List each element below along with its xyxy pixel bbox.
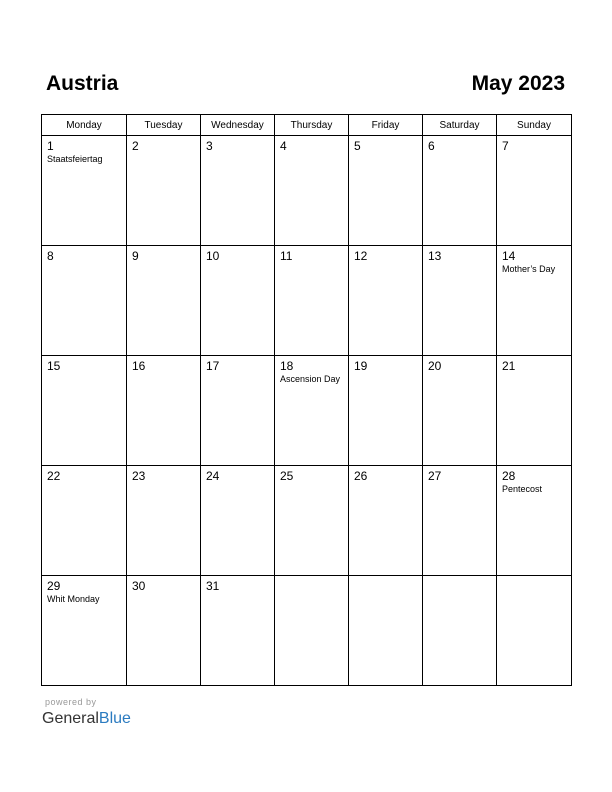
- day-number: 22: [47, 469, 61, 483]
- day-number: 23: [132, 469, 146, 483]
- day-cell: [423, 576, 497, 686]
- day-number: 1: [47, 139, 54, 153]
- brand-blue-text: Blue: [98, 710, 131, 727]
- day-number: 31: [206, 579, 220, 593]
- day-number: 21: [502, 359, 516, 373]
- powered-by-label: powered by: [45, 697, 97, 707]
- day-cell: [201, 356, 275, 466]
- calendar-grid: [41, 114, 572, 686]
- holiday-label: Mother’s Day: [502, 264, 556, 274]
- holiday-label: Whit Monday: [47, 594, 100, 604]
- day-number: 19: [354, 359, 368, 373]
- day-number: 3: [206, 139, 213, 153]
- day-number: 6: [428, 139, 435, 153]
- day-number: 17: [206, 359, 220, 373]
- day-number: 15: [47, 359, 61, 373]
- day-cell: [275, 356, 349, 466]
- weekday-header-saturday: Saturday: [423, 115, 497, 136]
- day-number: 13: [428, 249, 442, 263]
- day-cell: [497, 576, 572, 686]
- weekday-header-friday: Friday: [349, 115, 423, 136]
- weekday-header-tuesday: Tuesday: [127, 115, 201, 136]
- day-number: 24: [206, 469, 220, 483]
- day-cell: [42, 136, 127, 246]
- month-year-title: May 2023: [471, 72, 565, 95]
- brand-logo: [42, 709, 131, 729]
- day-cell: [201, 466, 275, 576]
- day-cell: [497, 136, 572, 246]
- day-number: 16: [132, 359, 146, 373]
- day-cell: [201, 136, 275, 246]
- brand-general-text: General: [42, 710, 99, 727]
- day-cell: [275, 246, 349, 356]
- day-number: 2: [132, 139, 139, 153]
- holiday-label: Ascension Day: [280, 374, 341, 384]
- weekday-header-row: [42, 115, 572, 136]
- day-cell: [497, 246, 572, 356]
- day-cell: [349, 246, 423, 356]
- day-cell: [349, 356, 423, 466]
- weekday-header-sunday: Sunday: [497, 115, 572, 136]
- day-cell: [127, 136, 201, 246]
- day-number: 18: [280, 359, 294, 373]
- week-row-5: [42, 576, 572, 686]
- day-cell: [423, 466, 497, 576]
- day-cell: [201, 246, 275, 356]
- day-cell: [127, 356, 201, 466]
- weekday-header-monday: Monday: [42, 115, 127, 136]
- weekday-header-thursday: Thursday: [275, 115, 349, 136]
- day-number: 11: [280, 249, 293, 263]
- day-cell: [42, 576, 127, 686]
- week-row-2: [42, 246, 572, 356]
- day-number: 8: [47, 249, 54, 263]
- day-cell: [497, 356, 572, 466]
- day-cell: [497, 466, 572, 576]
- day-cell: [423, 136, 497, 246]
- day-cell: [127, 576, 201, 686]
- holiday-label: Staatsfeiertag: [47, 154, 103, 164]
- day-number: 5: [354, 139, 361, 153]
- day-cell: [42, 246, 127, 356]
- day-cell: [275, 136, 349, 246]
- weekday-header-wednesday: Wednesday: [201, 115, 275, 136]
- day-number: 29: [47, 579, 61, 593]
- day-cell: [275, 576, 349, 686]
- day-number: 4: [280, 139, 287, 153]
- day-cell: [423, 246, 497, 356]
- day-cell: [42, 356, 127, 466]
- day-cell: [127, 246, 201, 356]
- day-number: 10: [206, 249, 220, 263]
- footer: [42, 697, 131, 729]
- day-number: 27: [428, 469, 442, 483]
- day-cell: [349, 136, 423, 246]
- day-number: 30: [132, 579, 146, 593]
- day-number: 20: [428, 359, 442, 373]
- day-number: 9: [132, 249, 139, 263]
- week-row-3: [42, 356, 572, 466]
- day-number: 7: [502, 139, 509, 153]
- day-cell: [275, 466, 349, 576]
- day-number: 25: [280, 469, 294, 483]
- day-cell: [349, 576, 423, 686]
- day-cell: [201, 576, 275, 686]
- week-row-1: [42, 136, 572, 246]
- day-cell: [423, 356, 497, 466]
- day-number: 28: [502, 469, 516, 483]
- country-title: Austria: [46, 72, 119, 95]
- day-number: 26: [354, 469, 368, 483]
- week-row-4: [42, 466, 572, 576]
- day-number: 14: [502, 249, 516, 263]
- day-cell: [127, 466, 201, 576]
- day-number: 12: [354, 249, 368, 263]
- holiday-label: Pentecost: [502, 484, 543, 494]
- day-cell: [349, 466, 423, 576]
- day-cell: [42, 466, 127, 576]
